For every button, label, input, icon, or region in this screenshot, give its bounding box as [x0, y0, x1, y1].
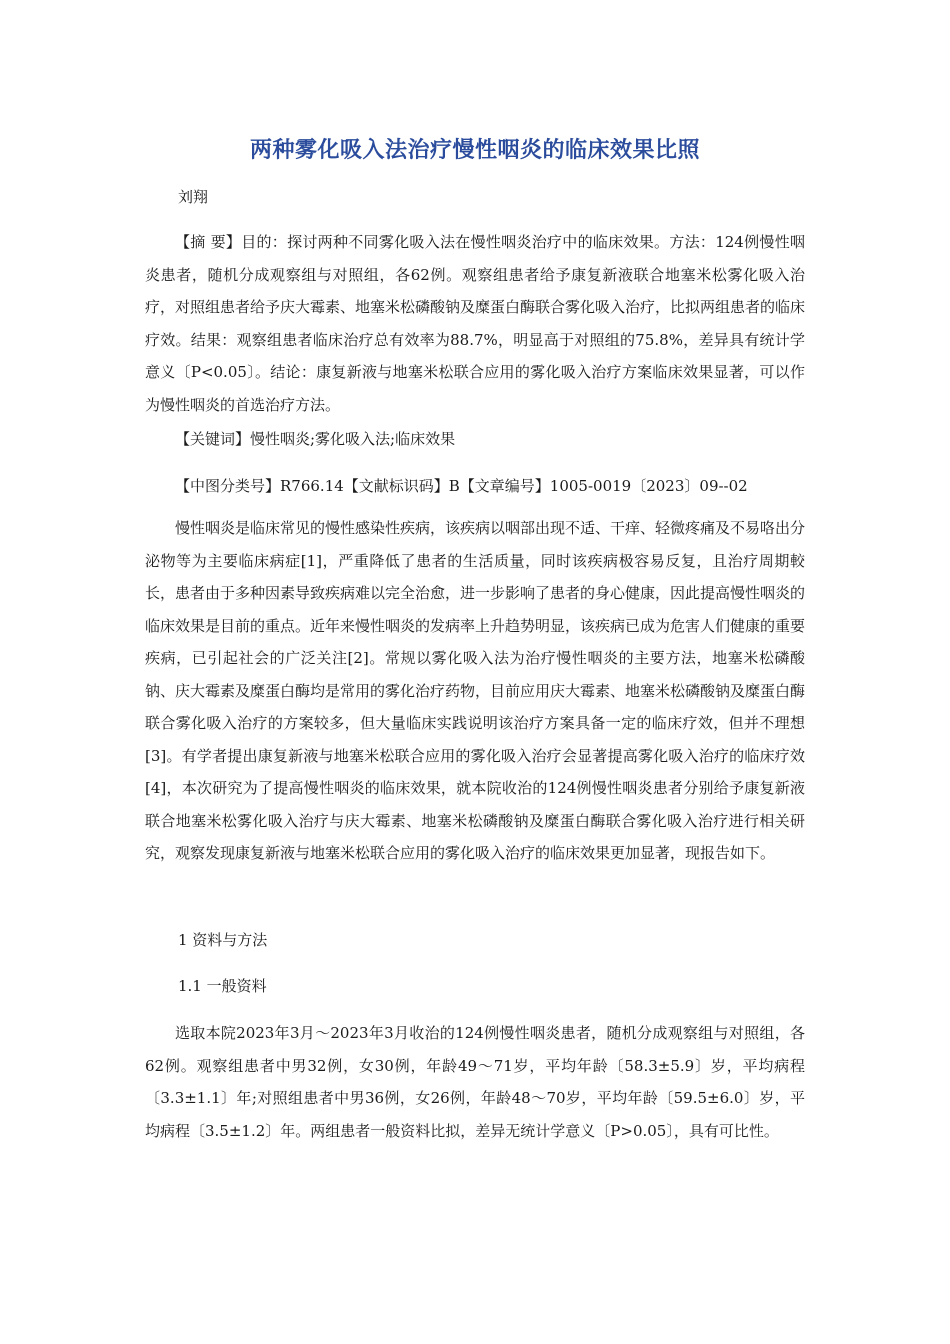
introduction-paragraph: 慢性咽炎是临床常见的慢性感染性疾病，该疾病以咽部出现不适、干痒、轻微疼痛及不易咯出分泌物等为主要临床病症[1]，严重降低了患者的生活质量，同时该疾病极容易反复，且治疗周期較长，患者由于多种因素导致疾病难以完全治愈，进一步影响了患者的身心健康，因此提高慢性咽炎的临床效果是目前的重点。近年来慢性咽炎的发病率上升趋势明显，该疾病已成为危害人们健康的重要疾病，已引起社会的广泛关注[2]。常规以雾化吸入法为治疗慢性咽炎的主要方法，地塞米松磷酸钠、庆大霉素及糜蛋白酶均是常用的雾化治疗药物，目前应用庆大霉素、地塞米松磷酸钠及糜蛋白酶联合雾化吸入治疗的方案较多，但大量临床实践说明该治疗方案具备一定的临床疗效，但并不理想[3]。有学者提出康复新液与地塞米松联合应用的雾化吸入治疗会显著提高雾化吸入治疗的临床疗效[4]，本次研究为了提高慢性咽炎的临床效果，就本院收治的124例慢性咽炎患者分别给予康复新液联合地塞米松雾化吸入治疗与庆大霉素、地塞米松磷酸钠及糜蛋白酶联合雾化吸入治疗进行相关研究，观察发现康复新液与地塞米松联合应用的雾化吸入治疗的临床效果更加显著，现报告如下。 — [145, 519, 806, 862]
author-name: 刘翔 — [178, 188, 209, 206]
paper-title: 两种雾化吸入法治疗慢性咽炎的临床效果比照 — [249, 138, 700, 163]
section-heading: 1 资料与方法 — [178, 931, 268, 949]
abstract-paragraph: 【摘 要】目的：探讨两种不同雾化吸入法在慢性咽炎治疗中的临床效果。方法：124例慢性咽炎患者，随机分成观察组与对照组，各62例。观察组患者给予康复新液联合地塞米松雾化吸入治疗，对照组患者给予庆大霉素、地塞米松磷酸钠及糜蛋白酶联合雾化吸入治疗，比拟两组患者的临床疗效。结果：观察组患者临床治疗总有效率为88.7%，明显高于对照组的75.8%，差异具有统计学意义〔P<0.05〕。结论：康复新液与地塞米松联合应用的雾化吸入治疗方案临床效果显著，可以作为慢性咽炎的首选治疗方法。 — [145, 233, 806, 414]
subsection-heading: 1.1 一般资料 — [178, 977, 267, 995]
general-data-paragraph: 选取本院2023年3月～2023年3月收治的124例慢性咽炎患者，随机分成观察组与对照组，各62例。观察组患者中男32例，女30例，年龄49～71岁，平均年龄〔58.3±5.9〕岁，平均病程〔3.3±1.1〕年;对照组患者中男36例，女26例，年龄48～70岁，平均年龄〔59.5±6.0〕岁，平均病程〔3.5±1.2〕年。两组患者一般资料比拟，差异无统计学意义〔P>0.05〕，具有可比性。 — [145, 1024, 805, 1140]
classification-line: 【中图分类号】R766.14【文献标识码】B【文章编号】1005-0019〔2023〕09--02 — [175, 477, 748, 495]
keywords-line: 【关键词】慢性咽炎;雾化吸入法;临床效果 — [175, 430, 456, 448]
